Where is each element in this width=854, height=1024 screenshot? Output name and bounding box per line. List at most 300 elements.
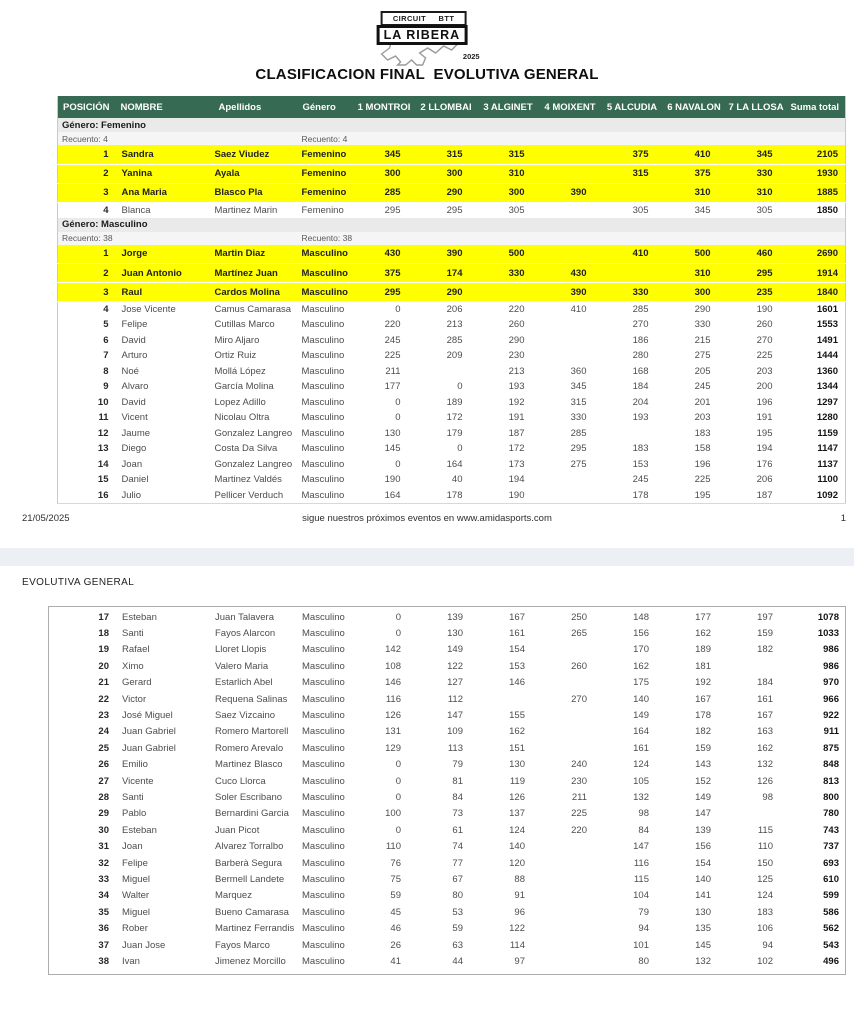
- cell-genero: Masculino: [301, 350, 345, 362]
- cell-la-llosa: 125: [757, 873, 773, 885]
- cell-posicion: 20: [98, 660, 109, 672]
- cell-alcudia: 148: [633, 611, 649, 623]
- cell-apellidos: Ortiz Ruiz: [214, 350, 257, 362]
- cell-navalon: 139: [695, 824, 711, 836]
- cell-nombre: Juan Jose: [122, 939, 166, 951]
- cell-navalon: 290: [694, 304, 711, 315]
- cell-navalon: 158: [694, 443, 711, 455]
- cell-genero: Masculino: [301, 319, 345, 331]
- cell-montroi: 145: [384, 443, 401, 455]
- cell-la-llosa: 187: [756, 489, 773, 501]
- cell-genero: Masculino: [301, 474, 345, 486]
- cell-apellidos: Camus Camarasa: [214, 304, 292, 315]
- cell-suma-total: 737: [823, 841, 839, 853]
- cell-genero: Masculino: [301, 381, 345, 393]
- cell-montroi: 0: [395, 611, 401, 623]
- cell-nombre: Diego: [121, 443, 147, 455]
- cell-posicion: 2: [58, 164, 116, 183]
- cell-llombai: 63: [452, 939, 463, 951]
- table-row: [58, 348, 846, 364]
- cell-montroi: 108: [385, 660, 401, 672]
- cell-posicion: 16: [97, 489, 109, 501]
- cell-alginet: 161: [509, 628, 525, 640]
- cell-alcudia: 245: [632, 474, 649, 486]
- cell-alcudia: 105: [633, 775, 649, 787]
- cell-montroi: 142: [385, 644, 401, 656]
- logo-circuit-btt-label: CIRCUIT BTT: [381, 11, 467, 26]
- cell-navalon: 310: [666, 264, 728, 283]
- table-row: [58, 757, 846, 773]
- cell-montroi: 131: [385, 726, 401, 738]
- cell-moixent: [542, 855, 604, 871]
- cell-la-llosa: 98: [762, 791, 773, 803]
- cell-alcudia: 149: [633, 710, 649, 722]
- cell-posicion: 35: [98, 906, 109, 918]
- cell-alcudia: 80: [638, 955, 649, 967]
- cell-navalon: 145: [695, 939, 711, 951]
- cell-nombre: David: [121, 396, 146, 408]
- cell-apellidos: Martinez Ferrandis: [215, 923, 295, 935]
- cell-nombre: Rafael: [122, 644, 150, 656]
- cell-alginet: [480, 283, 542, 302]
- table-row: [58, 302, 846, 318]
- cell-nombre: Emilio: [122, 759, 148, 771]
- cell-navalon: 130: [695, 906, 711, 918]
- cell-navalon: 159: [695, 742, 711, 754]
- table-row: [58, 410, 846, 426]
- cell-genero: Masculino: [298, 283, 356, 302]
- cell-alginet: 114: [509, 939, 525, 951]
- cell-suma-total: 1930: [790, 164, 846, 183]
- cell-moixent: 430: [542, 264, 604, 283]
- cell-alcudia: 375: [604, 145, 666, 164]
- group-recuento-row: [58, 132, 846, 145]
- cell-suma-total: 970: [823, 677, 839, 689]
- cell-la-llosa: 176: [756, 458, 773, 470]
- cell-montroi: 0: [395, 628, 401, 640]
- cell-llombai: 213: [446, 319, 463, 331]
- cell-posicion: 4: [103, 204, 109, 216]
- cell-alcudia: 183: [632, 443, 649, 455]
- cell-moixent: 315: [570, 396, 587, 408]
- cell-moixent: 330: [570, 412, 587, 424]
- cell-la-llosa: 195: [756, 427, 773, 439]
- cell-alginet: 220: [508, 304, 525, 315]
- table-row: [58, 379, 846, 395]
- cell-montroi: 0: [395, 775, 401, 787]
- cell-montroi: 41: [390, 955, 401, 967]
- group-recuento-filler: [356, 132, 846, 145]
- cell-posicion: 3: [58, 183, 116, 202]
- cell-alginet: 172: [508, 443, 525, 455]
- cell-montroi: 126: [385, 710, 401, 722]
- cell-suma-total: 800: [823, 791, 839, 803]
- cell-llombai: 53: [452, 906, 463, 918]
- cell-suma-total: 693: [823, 857, 839, 869]
- cell-alcudia: 315: [604, 164, 666, 183]
- cell-montroi: 110: [385, 841, 401, 853]
- cell-llombai: 44: [452, 955, 463, 967]
- cell-genero: Masculino: [301, 458, 345, 470]
- cell-nombre: Arturo: [121, 350, 148, 362]
- cell-suma-total: 986: [823, 644, 839, 656]
- table-row: [58, 183, 846, 202]
- table-row: [58, 472, 846, 488]
- cell-nombre: José Miguel: [122, 710, 173, 722]
- cell-navalon: 410: [666, 145, 728, 164]
- cell-montroi: 245: [384, 334, 401, 346]
- cell-llombai: 149: [447, 644, 463, 656]
- cell-genero: Masculino: [301, 489, 345, 501]
- cell-apellidos: Cuco Llorca: [215, 775, 266, 787]
- cell-montroi: 59: [390, 890, 401, 902]
- cell-la-llosa: 330: [728, 164, 790, 183]
- cell-montroi: 211: [385, 365, 401, 377]
- cell-navalon: 330: [694, 319, 711, 331]
- page-footer: [0, 513, 854, 527]
- cell-apellidos: Fayos Alarcon: [215, 628, 276, 640]
- cell-la-llosa: 197: [757, 611, 773, 623]
- cell-genero: Masculino: [302, 890, 345, 902]
- cell-moixent: [542, 724, 604, 740]
- table-header: [58, 96, 846, 118]
- cell-apellidos: Lopez Adillo: [214, 396, 266, 408]
- cell-alcudia: 193: [632, 412, 649, 424]
- cell-nombre: Santi: [122, 628, 144, 640]
- cell-alcudia: 162: [633, 660, 649, 672]
- cell-suma-total: 543: [823, 939, 839, 951]
- cell-la-llosa: 126: [757, 775, 773, 787]
- cell-posicion: 26: [98, 759, 109, 771]
- cell-llombai: 147: [447, 710, 463, 722]
- cell-apellidos: Marquez: [215, 890, 252, 902]
- table-row: [58, 333, 846, 349]
- cell-llombai: 172: [446, 412, 463, 424]
- cell-la-llosa: [728, 658, 790, 674]
- cell-moixent: 360: [570, 365, 587, 377]
- table-row: [58, 789, 846, 805]
- cell-la-llosa: 200: [756, 381, 773, 393]
- cell-posicion: 6: [103, 334, 109, 346]
- cell-moixent: 250: [571, 611, 587, 623]
- cell-alginet: 500: [480, 245, 542, 264]
- cell-la-llosa: 132: [757, 759, 773, 771]
- cell-montroi: 295: [384, 204, 401, 216]
- cell-genero: Masculino: [301, 365, 345, 377]
- table-row: [58, 871, 846, 887]
- cell-apellidos: Lloret Llopis: [215, 644, 267, 656]
- page-separator: [0, 548, 854, 566]
- cell-moixent: 410: [570, 304, 587, 315]
- cell-moixent: [542, 904, 604, 920]
- cell-navalon: 300: [666, 283, 728, 302]
- cell-navalon: 178: [695, 710, 711, 722]
- cell-llombai: 40: [451, 474, 463, 486]
- cell-moixent: [542, 245, 604, 264]
- cell-nombre: Joan: [121, 458, 143, 470]
- cell-la-llosa: 260: [756, 319, 773, 331]
- cell-apellidos: Mollá López: [214, 365, 266, 377]
- col-header-la-llosa: 7 LA LLOSA: [728, 96, 790, 118]
- cell-alcudia: 116: [633, 857, 649, 869]
- cell-posicion: 8: [103, 365, 109, 377]
- cell-moixent: 275: [570, 458, 587, 470]
- cell-la-llosa: 124: [757, 890, 773, 902]
- cell-alginet: 192: [508, 396, 525, 408]
- cell-alcudia: 285: [632, 304, 649, 315]
- cell-genero: Masculino: [302, 857, 345, 869]
- cell-nombre: David: [121, 334, 146, 346]
- cell-montroi: 45: [390, 906, 401, 918]
- cell-alcudia: 132: [633, 791, 649, 803]
- cell-la-llosa: 167: [757, 710, 773, 722]
- cell-suma-total: 966: [823, 693, 839, 705]
- cell-posicion: 23: [98, 710, 109, 722]
- table-row: [58, 609, 846, 625]
- group-recuento-filler: [356, 232, 846, 245]
- cell-llombai: 59: [452, 923, 463, 935]
- cell-apellidos: Saez Viudez: [214, 145, 298, 164]
- cell-la-llosa: 159: [757, 628, 773, 640]
- cell-suma-total: 1840: [790, 283, 846, 302]
- cell-montroi: 0: [395, 304, 401, 315]
- cell-posicion: 5: [103, 319, 109, 331]
- cell-llombai: 122: [447, 660, 463, 672]
- cell-navalon: 189: [695, 644, 711, 656]
- cell-alginet: 310: [480, 164, 542, 183]
- cell-posicion: 15: [97, 474, 109, 486]
- group-label: Género: Masculino: [58, 218, 846, 232]
- col-header-nombre: NOMBRE: [116, 96, 214, 118]
- cell-alcudia: 170: [633, 644, 649, 656]
- cell-suma-total: 848: [823, 759, 839, 771]
- cell-apellidos: Requena Salinas: [215, 693, 288, 705]
- cell-la-llosa: 115: [757, 824, 773, 836]
- cell-nombre: Santi: [122, 791, 144, 803]
- cell-moixent: [542, 871, 604, 887]
- table-row: [58, 426, 846, 442]
- cell-genero: Masculino: [301, 427, 345, 439]
- cell-moixent: 265: [571, 628, 587, 640]
- cell-nombre: Jaume: [121, 427, 151, 439]
- cell-alginet: 190: [508, 489, 525, 501]
- cell-llombai: 81: [452, 775, 463, 787]
- cell-genero: Masculino: [302, 873, 345, 885]
- cell-posicion: 22: [98, 693, 109, 705]
- cell-posicion: 30: [98, 824, 109, 836]
- cell-apellidos: Bueno Camarasa: [215, 906, 289, 918]
- cell-posicion: 31: [98, 841, 109, 853]
- cell-nombre: Pablo: [122, 808, 147, 820]
- cell-genero: Masculino: [302, 808, 345, 820]
- cell-apellidos: Pellicer Verduch: [214, 489, 284, 501]
- cell-la-llosa: 270: [756, 334, 773, 346]
- cell-llombai: 390: [418, 245, 480, 264]
- table-row: [58, 364, 846, 380]
- cell-navalon: 183: [694, 427, 711, 439]
- cell-apellidos: Barberà Segura: [215, 857, 283, 869]
- table-row: [58, 164, 846, 183]
- cell-la-llosa: 106: [757, 923, 773, 935]
- cell-alginet: 140: [509, 841, 525, 853]
- cell-posicion: 18: [98, 628, 109, 640]
- cell-moixent: 295: [570, 443, 587, 455]
- cell-suma-total: 1078: [817, 611, 839, 623]
- cell-alginet: 194: [508, 474, 525, 486]
- cell-alginet: 119: [509, 775, 525, 787]
- cell-la-llosa: 184: [757, 677, 773, 689]
- cell-suma-total: 496: [823, 955, 839, 967]
- cell-nombre: Esteban: [122, 611, 157, 623]
- cell-moixent: [542, 888, 604, 904]
- cell-alcudia: 330: [604, 283, 666, 302]
- footer-date: 21/05/2025: [22, 513, 70, 524]
- cell-nombre: Yanina: [116, 164, 214, 183]
- table-row: [58, 724, 846, 740]
- cell-nombre: Miguel: [122, 873, 150, 885]
- cell-suma-total: 1360: [816, 365, 838, 377]
- cell-llombai: 84: [452, 791, 463, 803]
- cell-nombre: Walter: [122, 890, 150, 902]
- cell-montroi: 0: [395, 458, 401, 470]
- cell-suma-total: 1159: [817, 427, 838, 439]
- group-recuento-genero: Recuento: 4: [298, 132, 356, 145]
- cell-moixent: [542, 348, 604, 364]
- cell-llombai: 290: [418, 183, 480, 202]
- cell-moixent: [542, 937, 604, 953]
- cell-apellidos: Cutillas Marco: [214, 319, 275, 331]
- cell-alginet: 120: [509, 857, 525, 869]
- cell-apellidos: Saez Vizcaino: [215, 710, 276, 722]
- cell-navalon: 147: [695, 808, 711, 820]
- table-row: [58, 145, 846, 164]
- cell-alginet: 137: [509, 808, 525, 820]
- table-row: [58, 806, 846, 822]
- cell-nombre: Sandra: [116, 145, 214, 164]
- cell-nombre: Noé: [121, 365, 139, 377]
- cell-navalon: 162: [695, 628, 711, 640]
- cell-montroi: 129: [385, 742, 401, 754]
- cell-apellidos: García Molina: [214, 381, 274, 393]
- cell-la-llosa: 295: [728, 264, 790, 283]
- table-row: [58, 822, 846, 838]
- cell-navalon: 156: [695, 841, 711, 853]
- cell-moixent: 285: [570, 427, 587, 439]
- cell-suma-total: 780: [823, 808, 839, 820]
- cell-genero: Masculino: [302, 644, 345, 656]
- cell-la-llosa: 203: [756, 365, 773, 377]
- cell-suma-total: 1850: [816, 204, 838, 216]
- cell-apellidos: Valero Maria: [215, 660, 269, 672]
- cell-nombre: Felipe: [121, 319, 148, 331]
- cell-genero: Masculino: [302, 906, 345, 918]
- cell-apellidos: Bermell Landete: [215, 873, 285, 885]
- cell-nombre: Esteban: [122, 824, 157, 836]
- cell-alginet: 315: [480, 145, 542, 164]
- table-row: [58, 283, 846, 302]
- cell-apellidos: Costa Da Silva: [214, 443, 278, 455]
- table-row: [58, 773, 846, 789]
- cell-moixent: [542, 317, 604, 333]
- cell-apellidos: Juan Talavera: [215, 611, 274, 623]
- cell-la-llosa: 162: [757, 742, 773, 754]
- cell-apellidos: Miro Aljaro: [214, 334, 260, 346]
- footer-events-text: sigue nuestros próximos eventos en www.amidasports.com: [302, 513, 552, 524]
- cell-navalon: 196: [694, 458, 711, 470]
- cell-posicion: 38: [98, 955, 109, 967]
- cell-la-llosa: 182: [757, 644, 773, 656]
- results-table-page2: [58, 609, 846, 970]
- cell-genero: Masculino: [302, 726, 345, 738]
- table-row: [58, 264, 846, 283]
- cell-alcudia: 178: [632, 489, 649, 501]
- cell-genero: Masculino: [302, 955, 345, 967]
- col-header-genero: Género: [298, 96, 356, 118]
- cell-la-llosa: 196: [756, 396, 773, 408]
- results-table-page2-frame: [48, 606, 846, 975]
- cell-suma-total: 1553: [816, 319, 838, 331]
- cell-suma-total: 2105: [790, 145, 846, 164]
- table-row: [58, 953, 846, 969]
- cell-moixent: 220: [571, 824, 587, 836]
- cell-navalon: 500: [666, 245, 728, 264]
- cell-posicion: 2: [58, 264, 116, 283]
- cell-navalon: 375: [666, 164, 728, 183]
- cell-posicion: 17: [98, 611, 109, 623]
- cell-apellidos: Martinez Valdés: [214, 474, 282, 486]
- cell-genero: Masculino: [302, 628, 345, 640]
- cell-suma-total: 1092: [816, 489, 838, 501]
- cell-apellidos: Martínez Juan: [214, 264, 298, 283]
- cell-apellidos: Alvarez Torralbo: [215, 841, 284, 853]
- cell-suma-total: 1280: [816, 412, 838, 424]
- cell-apellidos: Soler Escribano: [215, 791, 283, 803]
- cell-genero: Masculino: [298, 264, 356, 283]
- cell-alcudia: 410: [604, 245, 666, 264]
- cell-alginet: 305: [508, 204, 525, 216]
- cell-genero: Masculino: [302, 775, 345, 787]
- cell-montroi: 116: [385, 693, 401, 705]
- cell-montroi: 0: [395, 412, 401, 424]
- cell-moixent: [542, 164, 604, 183]
- cell-posicion: 3: [58, 283, 116, 302]
- col-header-moixent: 4 MOIXENT: [542, 96, 604, 118]
- cell-apellidos: Gonzalez Langreo: [214, 427, 293, 439]
- cell-moixent: [542, 642, 604, 658]
- table-row: [58, 855, 846, 871]
- results-table-page1: [57, 96, 846, 504]
- cell-alcudia: 98: [638, 808, 649, 820]
- cell-suma-total: 911: [823, 726, 839, 738]
- cell-navalon: 345: [694, 204, 711, 216]
- cell-llombai: 127: [447, 677, 463, 689]
- cell-alcudia: 305: [632, 204, 649, 216]
- cell-montroi: 285: [356, 183, 418, 202]
- cell-alcudia: [604, 183, 666, 202]
- table-row: [58, 658, 846, 674]
- cell-nombre: Ana Maria: [116, 183, 214, 202]
- table-row: [58, 317, 846, 333]
- cell-montroi: 75: [390, 873, 401, 885]
- table-row: [58, 740, 846, 756]
- cell-nombre: Julio: [121, 489, 142, 501]
- cell-la-llosa: 150: [757, 857, 773, 869]
- cell-alcudia: 153: [632, 458, 649, 470]
- cell-genero: Masculino: [301, 443, 345, 455]
- cell-posicion: 28: [98, 791, 109, 803]
- cell-posicion: 27: [98, 775, 109, 787]
- cell-moixent: 240: [571, 759, 587, 771]
